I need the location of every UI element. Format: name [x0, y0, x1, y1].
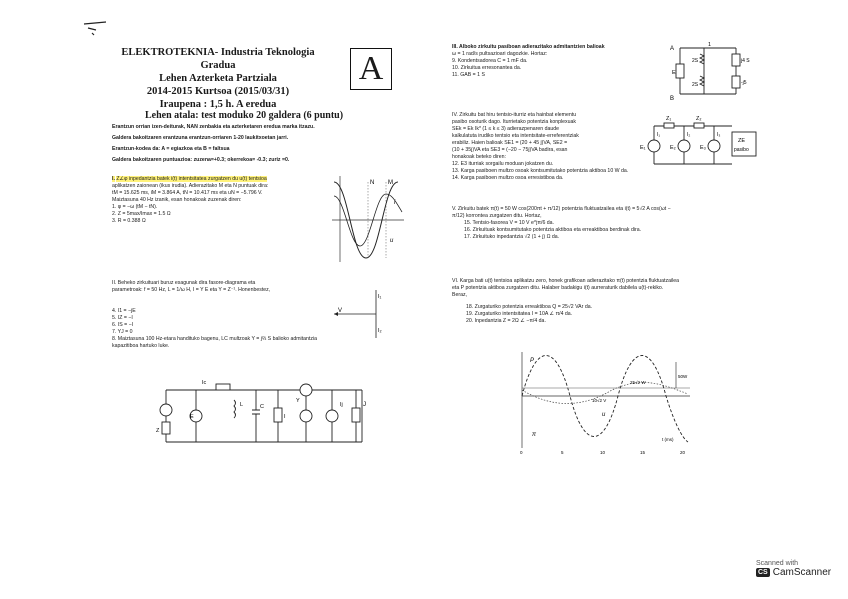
question-9: 9. Kondentsadorea C = 1 mF da. — [452, 58, 528, 64]
question-8: 8. Maiztasuna 100 Hz-etara handituko bagenu, LC multzoak Y = j⅔ S balioko admitantzia — [112, 336, 317, 342]
question-11: 11. GAB = 1 S — [452, 72, 485, 78]
point-m-label: M — [388, 180, 393, 186]
section-1-lead: I. — [112, 176, 115, 182]
scanned-with-caption: Scanned with — [756, 560, 799, 567]
graph-tick-10: 10 — [600, 450, 606, 455]
section-6-power-graph — [512, 350, 698, 460]
terminal-a-label: A — [670, 46, 675, 52]
header-line-3: 2014-2015 Kurtsoa (2015/03/31) — [146, 86, 290, 97]
section-2-text — [112, 280, 343, 350]
instruction-4: Galdera bakoitzaren puntuazioa: zuzena=+0.3; okerrekoa= -0.3; zuriz =0. — [112, 157, 290, 163]
instruction-3: Erantzun-kodea da: A = egiazkoa eta B = faltsua — [112, 146, 230, 152]
model-letter-box: A — [350, 48, 392, 90]
section-6-text — [452, 278, 787, 325]
section-6-line-1: VI. Karga bati u(t) tentsioa aplikatzu zero, honek grafikoan adierazitako π(t) potentzia fluktuatzailea — [452, 278, 680, 284]
current-i1-label: I₁ — [657, 132, 661, 138]
element-2s-bottom-label: 2S — [692, 82, 699, 88]
section-3-circuit — [670, 38, 750, 102]
phasor-i1-label: I₁ — [378, 294, 382, 300]
section-4-line-6: (10 + 35j)VA eta SE3 = (−20 − 75j)VA badira, esan — [452, 147, 568, 153]
section-6-line-2: eta P potentzia aktiboa zurgatzen ditu. Halaber badakigu i(t) aurreraturik dabilela u(t)-rekiko. — [452, 285, 664, 291]
section-6-line-3: Beraz, — [452, 292, 467, 298]
question-16: 16. Zirkuituak kontsumitutako potentzia aktiboa eta erreaktiboa berdinak dira. — [464, 227, 642, 233]
section-1-line-4: Maiztasuna 40 Hz izanik, esan honakoak zuzenak diren: — [112, 197, 242, 203]
circuit-c-label: C — [260, 404, 264, 410]
section-2-line-1: II. Beheko zirkuituari buruz esagunak dira fasore-diagrama eta — [112, 280, 256, 286]
instruction-2: Galdera bakoitzaren erantzuna erantzun-orriaren 1-20 laukitxoetan jarri. — [112, 135, 289, 141]
section-4-line-7: honakoak beteko diren: — [452, 154, 506, 160]
element-e-label: E — [672, 70, 676, 76]
question-7: 7. YJ = 0 — [112, 329, 133, 335]
section-4-line-5: erabiliz. Haien balioak SE1 = (20 + 45 j)VA, SE2 = — [452, 140, 568, 146]
question-19: 19. Zurgaturiko intentsitatea I = 10A ∠ π/4 da. — [466, 311, 573, 317]
header-line-1: ELEKTROTEKNIA- Industria Teknologia Gradua — [121, 47, 315, 71]
question-20: 20. Inpedantzia Z = 2Ω ∠ −π/4 da. — [466, 318, 546, 324]
section-4-line-4: kalkulatuta irudiko tentsio eta intentsitate-erreferentziak — [452, 133, 579, 139]
current-i3-label: I₃ — [717, 132, 721, 138]
circuit-e-label: E — [190, 414, 194, 420]
section-1-line-2: aplikatzen zaionean (ikus irudia). Adierazitako M eta N puntuak dira: — [112, 183, 269, 189]
element-jm5-label: -j5 — [741, 80, 747, 86]
question-1: 1. φ = −ω (tM − tN). — [112, 204, 158, 210]
curve-u-label: u — [390, 238, 394, 244]
question-17: 17. Zirkuituko inpedantzia √2 (1 + j) Ω da. — [464, 234, 560, 240]
impedance-z1-label: Z₁ — [666, 116, 672, 122]
question-12: 12. E3 iturriak sorgailu moduan jokatzen du. — [452, 161, 554, 167]
graph-tick-15: 15 — [640, 450, 646, 455]
element-1-label: 1 — [708, 42, 712, 48]
graph-u-label: u — [602, 412, 606, 418]
part1-instructions — [112, 124, 412, 164]
camscanner-brand-name: CamScanner — [772, 567, 832, 578]
section-5-line-2: π/12) korrontea zurgatzen ditu. Hortaz, — [452, 213, 542, 219]
question-5: 5. IZ = −I — [112, 315, 133, 321]
header-line-4: Iraupena : 1,5 h. A eredua — [159, 99, 277, 110]
section-4-line-1: IV. Zirkuitu bat hiru tentsio-iturriz eta hainbat elementu — [452, 112, 577, 118]
passive-block-label-2: pasibo — [734, 147, 749, 153]
section-4-line-3: SEk = Ek Ik* (1 ≤ k ≤ 3) adierazpenaren daude — [452, 126, 560, 132]
section-1-line-3: tM = 15.625 ms, iM = 3.864 A, tN = 10.417 ms eta uN = −5.796 V. — [112, 190, 263, 196]
question-2: 2. Z = 5max/Imax = 1.5 Ω — [112, 211, 171, 217]
circuit-l-label: L — [240, 402, 244, 408]
question-14: 14. Karga pasiboen multzo osoa erresistiboa da. — [452, 175, 564, 181]
camscanner-brand — [756, 567, 842, 578]
graph-50w-label: 50W — [678, 374, 688, 379]
section-3-line-1: III. Alboko zirkuitu pasiboan adierazitako admitantzien balioak — [452, 44, 605, 50]
question-8-cont: kapazitiboa hartuko luke. — [112, 343, 170, 349]
passive-block-label-1: ZE — [738, 138, 746, 144]
graph-10v-label: 10√2 V — [592, 398, 607, 403]
current-i2-label: I₂ — [687, 132, 691, 138]
graph-tick-0: 0 — [520, 450, 523, 455]
section-3-text — [452, 44, 667, 79]
section-2-line-2: parametroak: f = 50 Hz, L = 1/ω H, I = Y E eta Y = Z⁻¹. Honenbestez, — [112, 287, 271, 293]
part1-title: Lehen atala: test moduko 20 galdera (6 puntu) — [145, 110, 344, 121]
section-1-text — [112, 176, 327, 225]
instruction-1: Erantzun orrian izen-deiturak, NAN zenbakia eta azterketaren eredua marka itzazu. — [112, 124, 315, 130]
question-6: 6. IS = −I — [112, 322, 134, 328]
phasor-diagram — [330, 284, 390, 344]
header-line-2: Lehen Azterketa Partziala — [159, 73, 277, 84]
point-n-label: N — [370, 180, 375, 186]
circuit-ic-label: Ic — [202, 380, 207, 386]
section-3-line-2: ω = 1 rad/s pultsazioari dagozkie. Hortaz: — [452, 51, 548, 57]
impedance-z2-label: Z₂ — [696, 116, 702, 122]
question-4: 4. I1 = −jE — [112, 308, 136, 314]
section-5-line-1: V. Zirkuitu batek π(t) = 50 W cos(200πt + π/12) potentzia fluktuatzailea eta i(t) = 5√2 A cos(ωt − — [452, 206, 671, 212]
terminal-b-label: B — [670, 96, 675, 102]
source-e3-label: E₃ — [700, 145, 706, 151]
question-18: 18. Zurgaturiko potentzia erreaktiboa Q = 25√2 VAr da. — [466, 304, 593, 310]
graph-tick-5: 5 — [561, 450, 564, 455]
exam-header — [108, 46, 328, 111]
circuit-i-label: I — [284, 414, 286, 420]
phasor-i2-label: I₂ — [378, 328, 382, 334]
section-4-circuit — [640, 114, 760, 170]
section-2-circuit — [156, 376, 370, 456]
section-4-line-2: pasibo osoturik dago. Iturrietako potentzia konplexuak — [452, 119, 577, 125]
circuit-j-label: J — [363, 402, 366, 408]
section-1-waveform-figure — [330, 172, 406, 264]
graph-time-axis-label: t (ms) — [662, 437, 674, 442]
phasor-v-label: V — [338, 308, 343, 314]
curve-i-label: i — [394, 200, 396, 206]
camscanner-logo-icon: CS — [758, 569, 768, 576]
circuit-z-label: Z — [156, 428, 160, 434]
camscanner-watermark — [756, 560, 842, 578]
graph-p-label: P — [530, 358, 535, 364]
handwritten-mark — [82, 18, 110, 38]
element-2s-top-label: 2S — [692, 58, 699, 64]
graph-pi-label: π — [532, 432, 537, 438]
graph-25w-label: 25√2 W — [630, 380, 646, 385]
section-5-text — [452, 206, 782, 241]
question-10: 10. Zirkuitua erresonantea da. — [452, 65, 522, 71]
graph-tick-20: 20 — [680, 450, 686, 455]
section-1-line-1: Z∠φ inpedantzia batek i(t) intentsitatea zurgatzen du u(t) tentsioa — [116, 176, 267, 182]
source-e2-label: E₂ — [670, 145, 676, 151]
question-13: 13. Karga pasiboen multzo osoak kontsumitutako potentzia aktiboa 10 W da. — [452, 168, 629, 174]
question-3: 3. R = 0.388 Ω — [112, 218, 146, 224]
question-15: 15. Tentsio-fasorea V = 10 V e^jπ/6 da. — [464, 220, 554, 226]
element-j4s-label: j4 S — [741, 58, 750, 64]
circuit-ij-label: Ij — [340, 402, 343, 408]
circuit-y-label: Y — [296, 398, 300, 404]
source-e1-label: E₁ — [640, 145, 646, 151]
